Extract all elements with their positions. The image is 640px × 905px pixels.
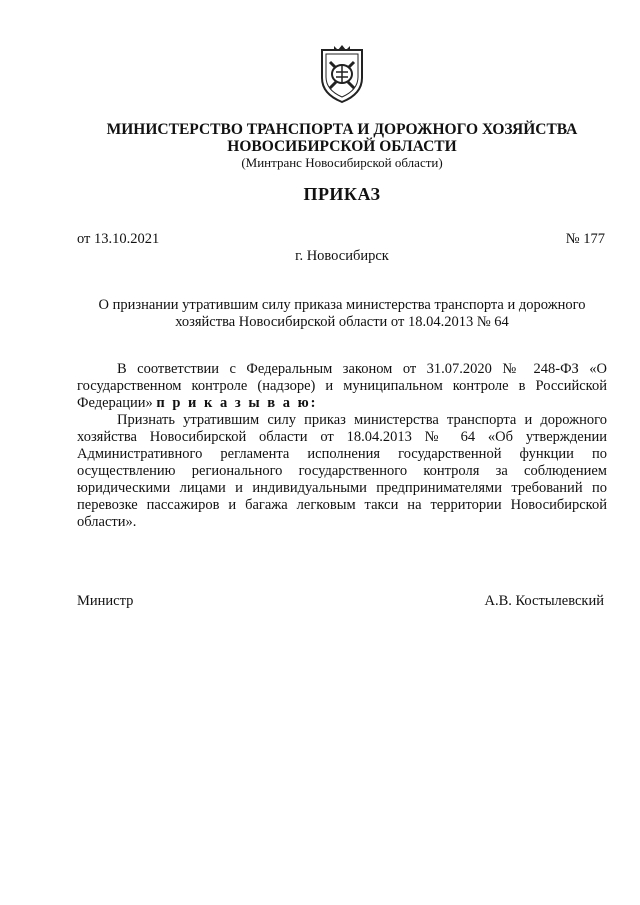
- ministry-name-line1: МИНИСТЕРСТВО ТРАНСПОРТА И ДОРОЖНОГО ХОЗЯЙСТВА: [106, 121, 578, 138]
- signatory-title: Министр: [77, 593, 134, 609]
- order-phrase: п р и к а з ы в а ю:: [156, 395, 318, 411]
- document-body: [77, 361, 607, 531]
- document-number: № 177: [565, 231, 605, 247]
- ministry-short-name: (Минтранс Новосибирской области): [241, 155, 443, 170]
- signatory-name: А.В. Костылевский: [484, 593, 604, 609]
- coat-of-arms-icon: [316, 44, 368, 104]
- body-paragraph-2: Признать утратившим силу приказ министерства транспорта и дорожного хозяйства Новосибирской области от 18.04.2013 № 64 «Об утверждении Административного регламента исполнения государственной функции по осуществлению регионального государственного контроля за соблюдением юридическими лицами и индивидуальными предпринимателями требований по перевозке пассажиров и багажа легковым такси на территории Новосибирской области».: [77, 412, 607, 530]
- ministry-name-line2: НОВОСИБИРСКОЙ ОБЛАСТИ: [227, 138, 457, 155]
- document-date: от 13.10.2021: [77, 231, 160, 247]
- body-paragraph-1: [77, 361, 607, 412]
- body-paragraph-1-text: В соответствии с Федеральным законом от 31.07.2020 № 248-ФЗ «О государственном контроле (надзоре) и муниципальном контроле в Российской Федерации»: [77, 361, 607, 411]
- document-city: г. Новосибирск: [295, 248, 389, 264]
- document-type: ПРИКАЗ: [303, 184, 381, 204]
- document-subject: О признании утратившим силу приказа министерства транспорта и дорожного хозяйства Новосибирской области от 18.04.2013 № 64: [98, 297, 586, 330]
